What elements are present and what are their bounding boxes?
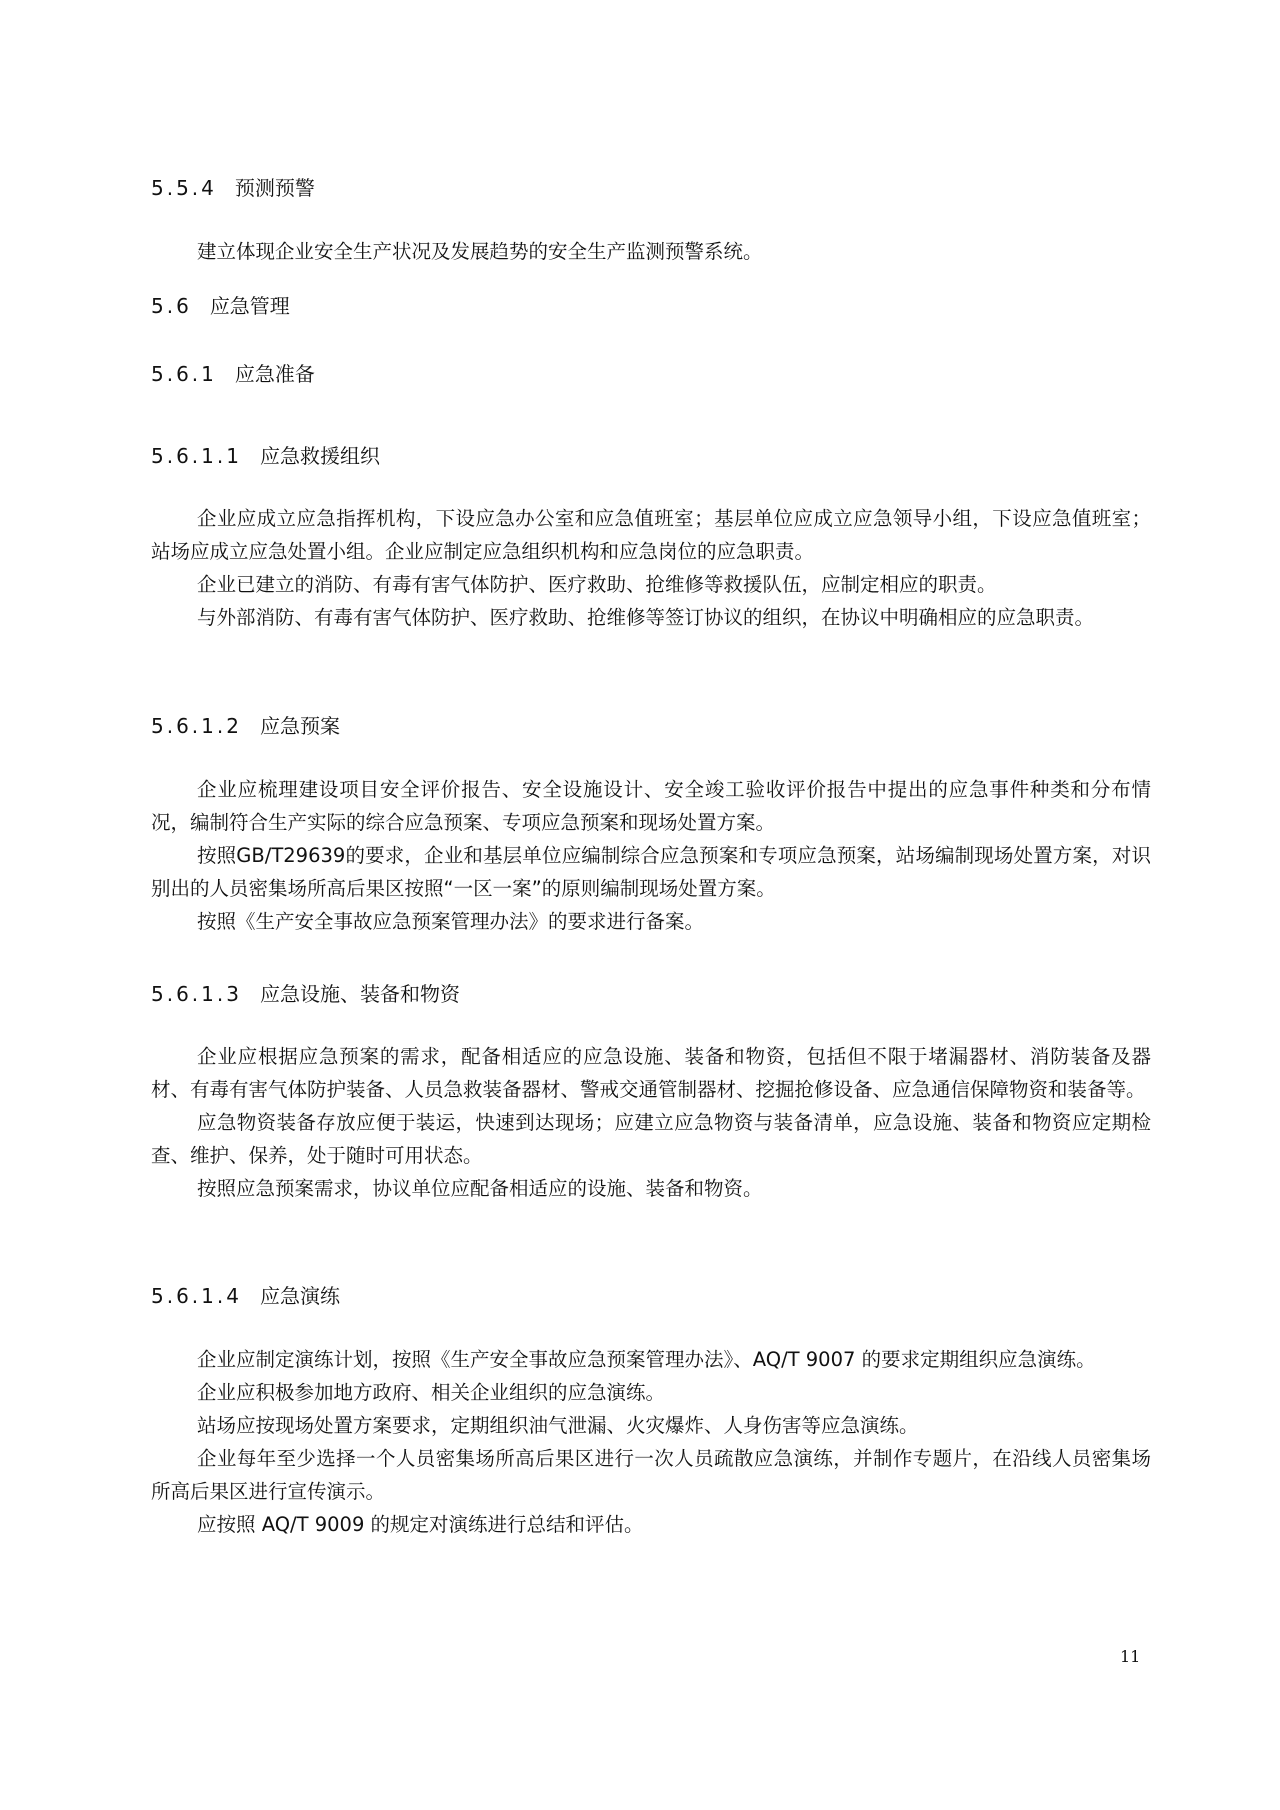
section-heading-5-6-1-2 (151, 710, 340, 739)
section-title: 应急准备 (234, 362, 315, 386)
section-number: 5.6.1.2 (151, 714, 242, 738)
section-number: 5.5.4 (151, 176, 217, 200)
paragraph-block-drills (151, 1343, 1151, 1541)
paragraph: 企业应梳理建设项目安全评价报告、安全设施设计、安全竣工验收评价报告中提出的应急事件种类和分布情况，编制符合生产实际的综合应急预案、专项应急预案和现场处置方案。 (151, 778, 1151, 834)
section-number: 5.6.1 (151, 362, 217, 386)
paragraph: 企业应成立应急指挥机构，下设应急办公室和应急值班室；基层单位应成立应急领导小组，下设应急值班室；站场应成立应急处置小组。企业应制定应急组织机构和应急岗位的应急职责。 (151, 507, 1151, 563)
paragraph: 建立体现企业安全生产状况及发展趋势的安全生产监测预警系统。 (197, 240, 763, 263)
section-title: 应急演练 (259, 1284, 340, 1308)
paragraph: 企业已建立的消防、有毒有害气体防护、医疗救助、抢维修等救援队伍，应制定相应的职责。 (197, 573, 997, 596)
section-number: 5.6.1.3 (151, 982, 242, 1006)
paragraph-block-prediction (151, 235, 1151, 268)
section-number: 5.6.1.4 (151, 1284, 242, 1308)
page-number: 11 (1120, 1647, 1141, 1666)
paragraph: 企业每年至少选择一个人员密集场所高后果区进行一次人员疏散应急演练，并制作专题片，在沿线人员密集场所高后果区进行宣传演示。 (151, 1447, 1151, 1503)
paragraph-block-rescue-organization (151, 502, 1151, 634)
section-number: 5.6.1.1 (151, 444, 242, 468)
paragraph-block-facilities-equipment (151, 1040, 1151, 1205)
paragraph-block-emergency-plan (151, 773, 1151, 938)
section-heading-5-5-4 (151, 172, 315, 201)
section-title: 应急救援组织 (259, 444, 380, 468)
paragraph: 与外部消防、有毒有害气体防护、医疗救助、抢维修等签订协议的组织，在协议中明确相应的应急职责。 (197, 606, 1095, 629)
paragraph: 企业应根据应急预案的需求，配备相适应的应急设施、装备和物资，包括但不限于堵漏器材、消防装备及器材、有毒有害气体防护装备、人员急救装备器材、警戒交通管制器材、挖掘抢修设备、应急通信保障物资和装备等。 (151, 1045, 1151, 1101)
section-title: 应急预案 (259, 714, 340, 738)
section-title: 应急设施、装备和物资 (259, 982, 460, 1006)
section-heading-5-6 (151, 290, 290, 319)
paragraph: 企业应积极参加地方政府、相关企业组织的应急演练。 (197, 1381, 666, 1404)
paragraph: 应按照 AQ/T 9009 的规定对演练进行总结和评估。 (197, 1513, 644, 1536)
section-heading-5-6-1-1 (151, 440, 380, 469)
section-title: 应急管理 (209, 294, 290, 318)
paragraph: 按照GB/T29639的要求，企业和基层单位应编制综合应急预案和专项应急预案，站场编制现场处置方案，对识别出的人员密集场所高后果区按照“一区一案”的原则编制现场处置方案。 (151, 844, 1151, 900)
section-heading-5-6-1-4 (151, 1280, 340, 1309)
section-number: 5.6 (151, 294, 192, 318)
paragraph: 企业应制定演练计划，按照《生产安全事故应急预案管理办法》、AQ/T 9007 的要求定期组织应急演练。 (197, 1348, 1096, 1371)
paragraph: 应急物资装备存放应便于装运，快速到达现场；应建立应急物资与装备清单，应急设施、装备和物资应定期检查、维护、保养，处于随时可用状态。 (151, 1111, 1151, 1167)
section-heading-5-6-1 (151, 358, 315, 387)
paragraph: 站场应按现场处置方案要求，定期组织油气泄漏、火灾爆炸、人身伤害等应急演练。 (197, 1414, 919, 1437)
section-heading-5-6-1-3 (151, 978, 460, 1007)
paragraph: 按照应急预案需求，协议单位应配备相适应的设施、装备和物资。 (197, 1177, 763, 1200)
section-title: 预测预警 (234, 176, 315, 200)
paragraph: 按照《生产安全事故应急预案管理办法》的要求进行备案。 (197, 910, 705, 933)
